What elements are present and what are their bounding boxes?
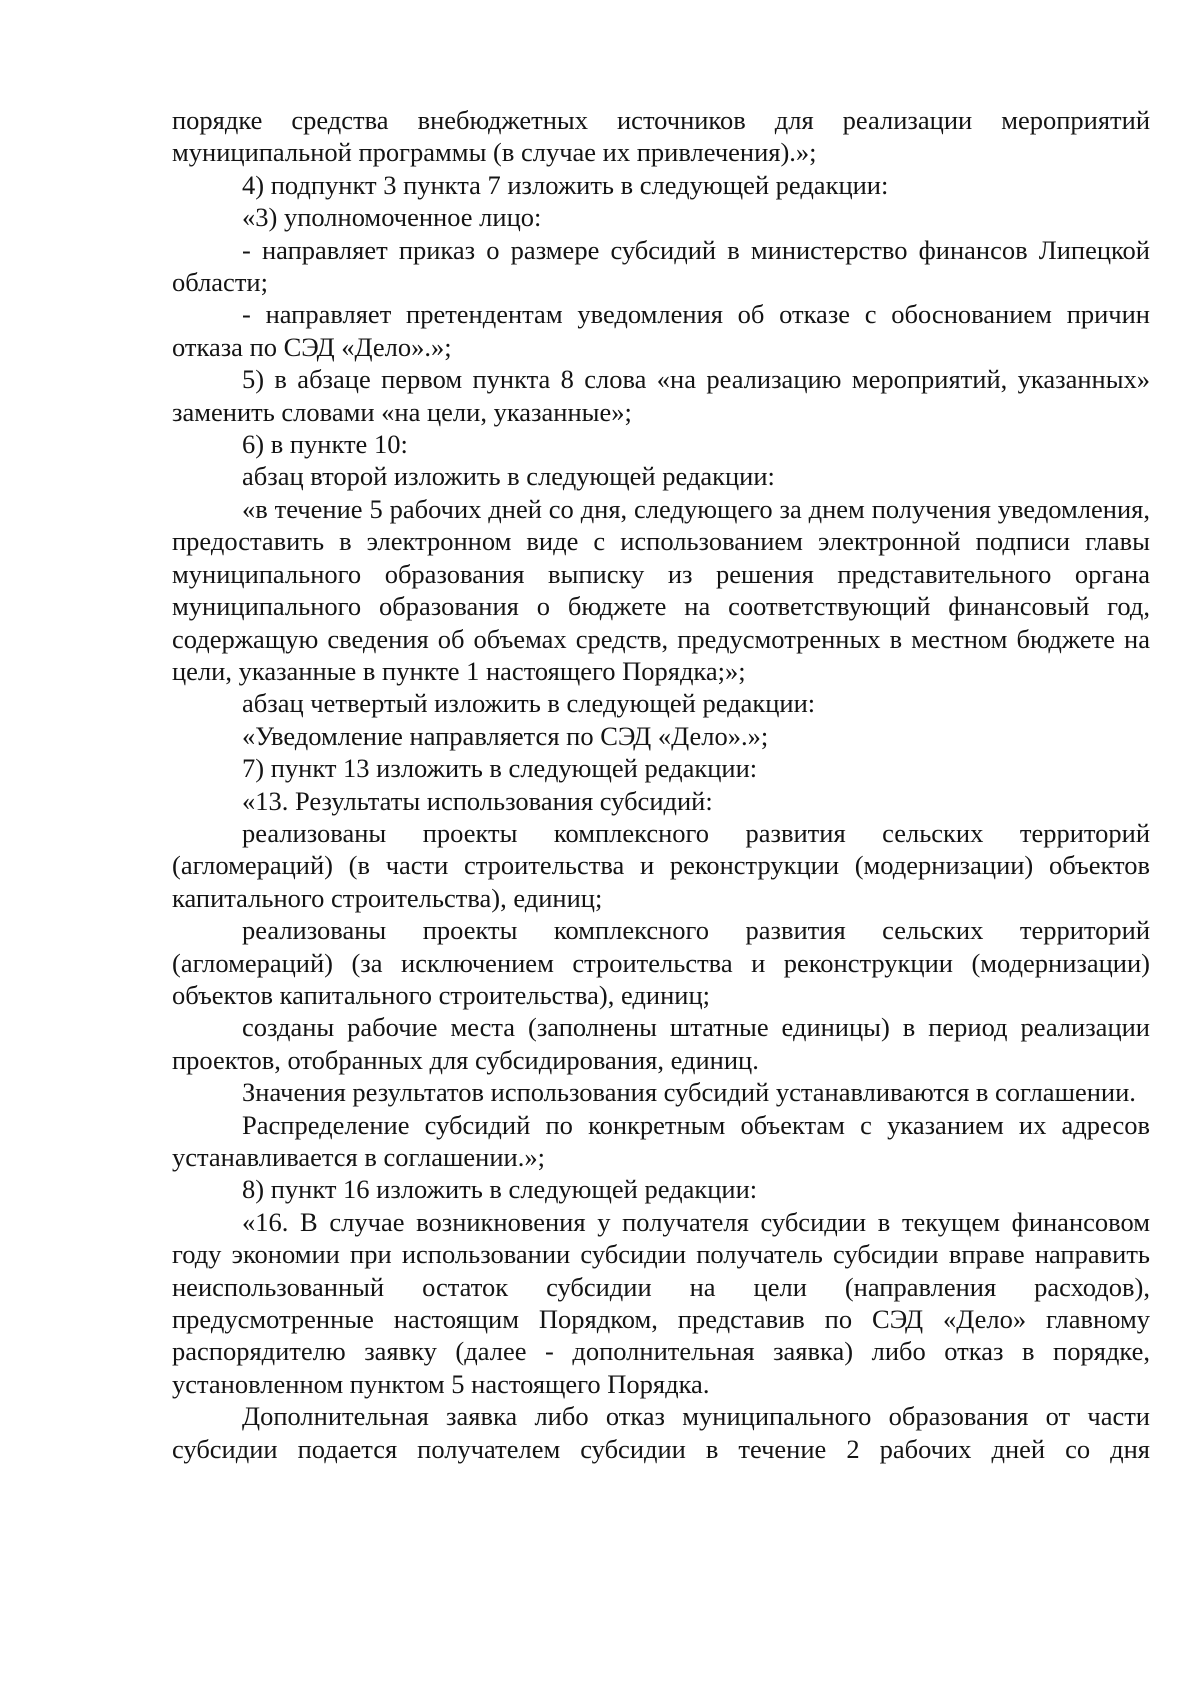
paragraph-15: реализованы проекты комплексного развития сельских территорий (агломераций) (за исключением строительства и реконструкции (модернизации) объектов капитального строительства), единиц; [172,915,1150,1010]
paragraph-9: «в течение 5 рабочих дней со дня, следующего за днем получения уведомления, предоставить в электронном виде с использованием электронной подписи главы муниципального образования выписку из решения представительного органа муниципального образования о бюджете на соответствующий финансовый год, содержащую сведения об объемах средств, предусмотренных в местном бюджете на цели, указанные в пункте 1 настоящего Порядка;»; [172,493,1150,686]
paragraph-18: Распределение субсидий по конкретным объектам с указанием их адресов устанавливается в соглашении.»; [172,1109,1150,1172]
paragraph-12: 7) пункт 13 изложить в следующей редакции: [242,753,758,784]
paragraph-16: созданы рабочие места (заполнены штатные единицы) в период реализации проектов, отобранных для субсидирования, единиц. [172,1012,1150,1075]
paragraph-14: реализованы проекты комплексного развития сельских территорий (агломераций) (в части строительства и реконструкции (модернизации) объектов капитального строительства), единиц; [172,817,1150,913]
paragraph-4: - направляет приказ о размере субсидий в министерство финансов Липецкой области; [172,234,1150,298]
paragraph-20: «16. В случае возникновения у получателя субсидии в текущем финансовом году экономии при использовании субсидии получатель субсидии вправе направить неиспользованный остаток субсидии на цели (направления расходов), предусмотренные настоящим Порядком, представив по СЭД «Дело» главному распорядителю заявку (далее - дополнительная заявка) либо отказ в порядке, установленном пунктом 5 настоящего Порядка. [172,1206,1150,1399]
paragraph-2: 4) подпункт 3 пункта 7 изложить в следующей редакции: [242,169,889,200]
paragraph-6: 5) в абзаце первом пункта 8 слова «на реализацию мероприятий, указанных» заменить словами «на цели, указанные»; [172,364,1150,427]
paragraph-1: порядке средства внебюджетных источников для реализации мероприятий муниципальной программы (в случае их привлечения).»; [172,105,1150,168]
paragraph-17: Значения результатов использования субсидий устанавливаются в соглашении. [242,1077,1136,1108]
paragraph-8: абзац второй изложить в следующей редакции: [242,461,775,492]
paragraph-7: 6) в пункте 10: [242,429,408,460]
paragraph-19: 8) пункт 16 изложить в следующей редакции: [242,1174,758,1205]
document-body [172,104,1150,1465]
paragraph-3: «3) уполномоченное лицо: [242,202,542,233]
paragraph-10: абзац четвертый изложить в следующей редакции: [242,688,816,719]
paragraph-13: «13. Результаты использования субсидий: [242,785,713,816]
paragraph-11: «Уведомление направляется по СЭД «Дело».»; [242,720,769,751]
paragraph-5: - направляет претендентам уведомления об отказе с обоснованием причин отказа по СЭД «Дело».»; [172,299,1150,362]
paragraph-21: Дополнительная заявка либо отказ муниципального образования от части субсидии подается получателем субсидии в течение 2 рабочих дней со дня [172,1401,1150,1464]
